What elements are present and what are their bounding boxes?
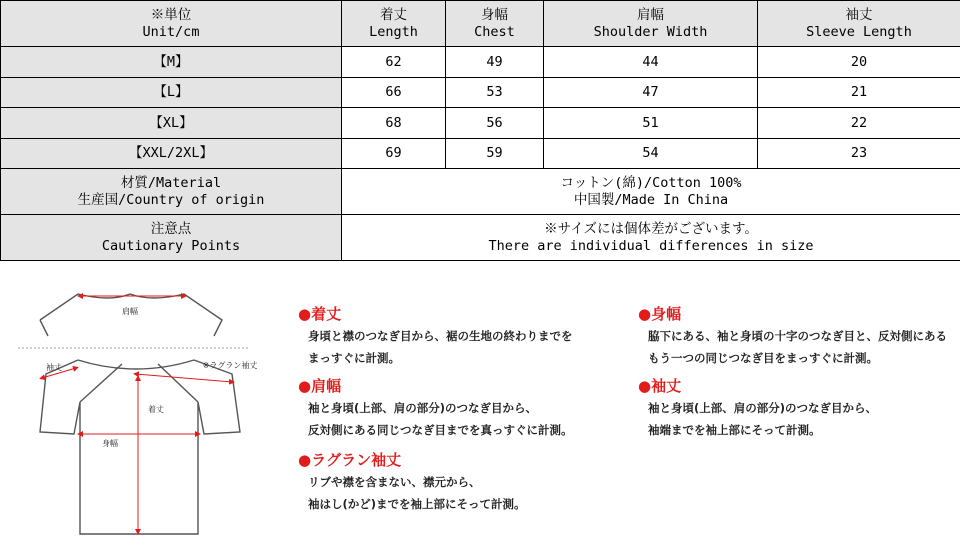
shirt-front-outline <box>40 360 240 534</box>
chest-cell: 49 <box>446 47 544 78</box>
note-shoulder-title: ●肩幅 <box>298 377 342 395</box>
length-cell: 69 <box>342 139 446 169</box>
chest-cell: 59 <box>446 139 544 169</box>
shoulder-cell: 51 <box>544 108 758 139</box>
table-row <box>1 78 960 108</box>
note-chest-title: ●身幅 <box>638 305 682 323</box>
size-table <box>0 0 960 261</box>
table-row <box>1 139 960 169</box>
chest-header: 身幅 Chest <box>446 1 544 47</box>
chest-cell: 53 <box>446 78 544 108</box>
caution-label: 注意点 Cautionary Points <box>1 215 342 261</box>
shoulder-header: 肩幅 Shoulder Width <box>544 1 758 47</box>
table-row <box>1 47 960 78</box>
chest-label: 身幅 <box>102 439 118 448</box>
size-cell: 【XL】 <box>1 108 342 139</box>
sleeve-label: 袖丈 <box>46 363 62 372</box>
note-shoulder: ●肩幅 袖と身頃(上部、肩の部分)のつなぎ目から、 反対側にある同じつなぎ目までを真っすぐに計測。 <box>298 377 573 437</box>
note-sleeve: ●袖丈 袖と身頃(上部、肩の部分)のつなぎ目から、 袖端までを袖上部にそって計測。 <box>638 377 878 437</box>
caution-row <box>1 215 960 261</box>
table-header-row <box>1 1 960 47</box>
size-cell: 【XXL/2XL】 <box>1 139 342 169</box>
sleeve-cell: 20 <box>758 47 960 78</box>
note-sleeve-title: ●袖丈 <box>638 377 682 395</box>
chest-cell: 56 <box>446 108 544 139</box>
sleeve-cell: 23 <box>758 139 960 169</box>
shoulder-cell: 44 <box>544 47 758 78</box>
material-value: コットン(綿)/Cotton 100% 中国製/Made In China <box>342 169 960 215</box>
note-chest: ●身幅 脇下にある、袖と身頃の十字のつなぎ目と、反対側にある もう一つの同じつなぎ目をまっすぐに計測。 <box>638 305 947 365</box>
length-cell: 68 <box>342 108 446 139</box>
length-cell: 66 <box>342 78 446 108</box>
size-cell: 【M】 <box>1 47 342 78</box>
shoulder-cell: 47 <box>544 78 758 108</box>
measurement-diagram <box>18 282 280 544</box>
material-row <box>1 169 960 215</box>
raglan-label: ※ラグラン袖丈 <box>202 361 258 370</box>
sleeve-header: 袖丈 Sleeve Length <box>758 1 960 47</box>
table-row <box>1 108 960 139</box>
note-length-title: ●着丈 <box>298 305 342 323</box>
length-header: 着丈 Length <box>342 1 446 47</box>
caution-value: ※サイズには個体差がございます。 There are individual differences in size <box>342 215 960 261</box>
note-raglan: ●ラグラン袖丈 リブや襟を含まない、襟元から、 袖はし(かど)までを袖上部にそって計測。 <box>298 451 526 511</box>
unit-header: ※単位 Unit/cm <box>1 1 342 47</box>
shoulder-cell: 54 <box>544 139 758 169</box>
note-length: ●着丈 身頃と襟のつなぎ目から、裾の生地の終わりまでを まっすぐに計測。 <box>298 305 573 365</box>
material-label: 材質/Material 生産国/Country of origin <box>1 169 342 215</box>
raglan-arrow <box>136 374 232 382</box>
shoulder-label: 肩幅 <box>122 307 138 316</box>
sleeve-cell: 21 <box>758 78 960 108</box>
length-label: 着丈 <box>148 405 164 414</box>
length-cell: 62 <box>342 47 446 78</box>
sleeve-cell: 22 <box>758 108 960 139</box>
size-cell: 【L】 <box>1 78 342 108</box>
note-raglan-title: ●ラグラン袖丈 <box>298 451 402 469</box>
